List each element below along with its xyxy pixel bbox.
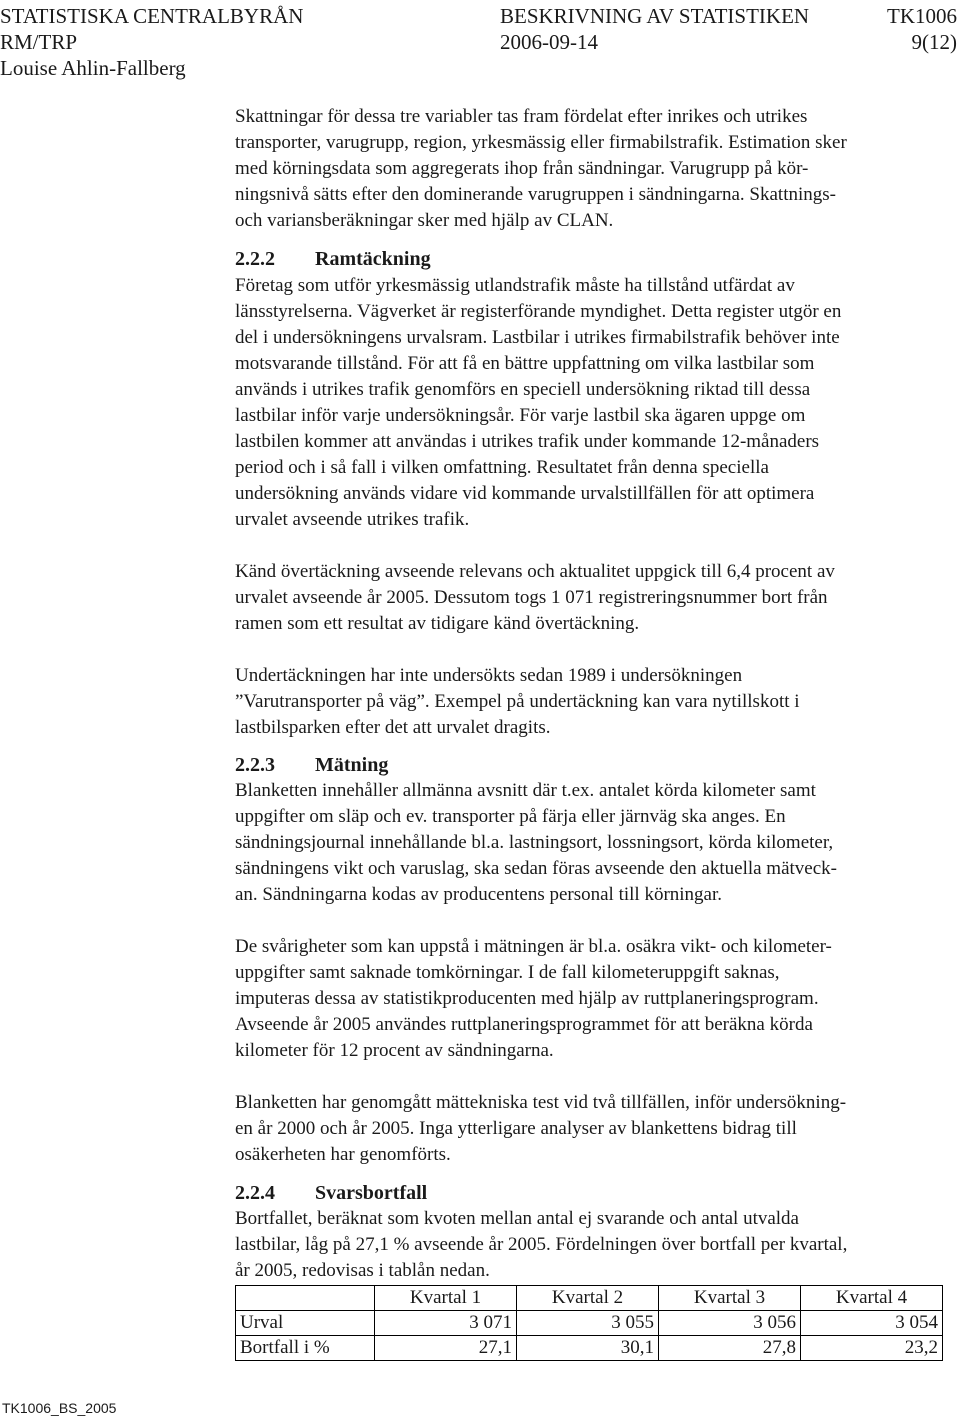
header-row-3: [0, 55, 960, 81]
text-line: lastbilsparken efter det att urvalet dragits.: [235, 717, 551, 738]
header-row-1: [0, 3, 960, 29]
section-title: Mätning: [315, 754, 389, 776]
table-header-row: [236, 1286, 943, 1311]
text-line: uppgifter om släp och ev. transporter på färja eller järnväg ska anges. En: [235, 806, 786, 827]
table-cell: 23,2: [801, 1336, 943, 1361]
author-name: Louise Ahlin-Fallberg: [0, 56, 186, 80]
text-line: sändningens vikt och varuslag, ska sedan föras avseende den aktuella mätveck-: [235, 858, 837, 879]
text-line: används i utrikes trafik genomförs en speciell undersökning riktad till dessa: [235, 379, 811, 400]
table-cell: 3 071: [375, 1311, 517, 1336]
text-line: lastbilen kommer att användas i utrikes trafik under kommande 12-månaders: [235, 431, 820, 452]
row-label: Bortfall i %: [236, 1336, 375, 1361]
text-line: ”Varutransporter på väg”. Exempel på undertäckning kan vara nytillskott i: [235, 691, 800, 712]
text-line: imputeras dessa av statistikproducenten med hjälp av ruttplaneringsprogram.: [235, 988, 819, 1009]
text-line: lastbilar inför varje undersökningsår. För varje lastbil ska ägaren uppge om: [235, 405, 806, 426]
table-header-cell: [236, 1286, 375, 1311]
table-header-cell: Kvartal 1: [375, 1286, 517, 1311]
blankett-test-paragraph: [235, 1090, 945, 1168]
text-line: motsvarande tillstånd. För att få en bättre uppfattning om vilka lastbilar som: [235, 353, 815, 374]
agency-name: STATISTISKA CENTRALBYRÅN: [0, 4, 304, 28]
text-line: Undertäckningen har inte undersökts sedan 1989 i undersökningen: [235, 665, 743, 686]
table-cell: 3 056: [659, 1311, 801, 1336]
text-line: år 2005, redovisas i tablån nedan.: [235, 1260, 490, 1281]
intro-paragraph: [235, 104, 945, 234]
text-line: urvalet avseende år 2005. Dessutom togs 1 071 registreringsnummer bort från: [235, 587, 828, 608]
text-line: transporter, varugrupp, region, yrkesmässig eller firmabilstrafik. Estimation sker: [235, 132, 847, 153]
text-line: Blanketten har genomgått mättekniska test vid två tillfällen, inför undersökning-: [235, 1092, 847, 1113]
text-line: period och i så fall i vilken omfattning. Resultatet från denna speciella: [235, 457, 769, 478]
text-line: osäkerheten har genomförts.: [235, 1144, 451, 1165]
section-title: Ramtäckning: [315, 248, 431, 270]
section-title: Svarsbortfall: [315, 1182, 428, 1204]
text-line: an. Sändningarna kodas av producentens personal till körningar.: [235, 884, 723, 905]
section-matning-body: [235, 778, 945, 908]
table-cell: 3 055: [517, 1311, 659, 1336]
text-line: Företag som utför yrkesmässig utlandstrafik måste ha tillstånd utfärdat av: [235, 275, 795, 296]
section-number: 2.2.4: [235, 1182, 275, 1204]
section-heading-svarsbortfall: [235, 1180, 945, 1206]
text-line: sändningsjournal innehållande bl.a. lastningsort, lossningsort, körda kilometer,: [235, 832, 834, 853]
document-code: TK1006: [887, 4, 957, 28]
table-header-cell: Kvartal 2: [517, 1286, 659, 1311]
text-line: med körningsdata som aggregerats ihop från sändningar. Varugrupp på kör-: [235, 158, 809, 179]
header-row-2: [0, 29, 960, 55]
table-cell: 3 054: [801, 1311, 943, 1336]
text-line: Känd övertäckning avseende relevans och aktualitet uppgick till 6,4 procent av: [235, 561, 835, 582]
document-date: 2006-09-14: [500, 30, 598, 54]
text-line: lastbilar, låg på 27,1 % avseende år 2005. Fördelningen över bortfall per kvartal,: [235, 1234, 848, 1255]
section-heading-ramtackning: [235, 246, 945, 272]
text-line: Bortfallet, beräknat som kvoten mellan antal ej svarande och antal utvalda: [235, 1208, 799, 1229]
section-number: 2.2.2: [235, 248, 275, 270]
text-line: De svårigheter som kan uppstå i mätningen är bl.a. osäkra vikt- och kilometer-: [235, 936, 832, 957]
text-line: en år 2000 och år 2005. Inga ytterligare analyser av blankettens bidrag till: [235, 1118, 797, 1139]
overtackning-paragraph: [235, 559, 945, 637]
section-heading-matning: [235, 752, 945, 778]
table-cell: 30,1: [517, 1336, 659, 1361]
text-line: Skattningar för dessa tre variabler tas fram fördelat efter inrikes och utrikes: [235, 106, 808, 127]
table-row: [236, 1311, 943, 1336]
section-number: 2.2.3: [235, 754, 275, 776]
matning-difficulties-paragraph: [235, 934, 945, 1064]
table-header-cell: Kvartal 3: [659, 1286, 801, 1311]
text-line: del i undersökningens urvalsram. Lastbilar i utrikes firmabilstrafik behöver inte: [235, 327, 840, 348]
section-svarsbortfall-body: [235, 1206, 945, 1284]
table-cell: 27,8: [659, 1336, 801, 1361]
bortfall-table: [235, 1285, 943, 1361]
text-line: Blanketten innehåller allmänna avsnitt där t.ex. antalet körda kilometer samt: [235, 780, 816, 801]
text-line: och variansberäkningar sker med hjälp av CLAN.: [235, 210, 614, 231]
row-label: Urval: [236, 1311, 375, 1336]
department-code: RM/TRP: [0, 30, 78, 54]
document-type: BESKRIVNING AV STATISTIKEN: [500, 4, 810, 28]
undertackning-paragraph: [235, 663, 945, 741]
text-line: undersökning används vidare vid kommande urvalstillfällen för att optimera: [235, 483, 815, 504]
page-number: 9(12): [911, 30, 957, 54]
table-header-cell: Kvartal 4: [801, 1286, 943, 1311]
footer-code: TK1006_BS_2005: [2, 1400, 117, 1416]
text-line: ningsnivå sätts efter den dominerande varugruppen i sändningarna. Skattnings-: [235, 184, 836, 205]
text-line: uppgifter samt saknade tomkörningar. I de fall kilometeruppgift saknas,: [235, 962, 780, 983]
text-line: urvalet avseende utrikes trafik.: [235, 509, 470, 530]
section-ramtackning-body: [235, 273, 945, 533]
text-line: Avseende år 2005 användes ruttplaneringsprogrammet för att beräkna körda: [235, 1014, 813, 1035]
text-line: länsstyrelserna. Vägverket är registerförande myndighet. Detta register utgör en: [235, 301, 842, 322]
text-line: kilometer för 12 procent av sändningarna.: [235, 1040, 554, 1061]
text-line: ramen som ett resultat av tidigare känd övertäckning.: [235, 613, 640, 634]
table-row: [236, 1336, 943, 1361]
table-cell: 27,1: [375, 1336, 517, 1361]
